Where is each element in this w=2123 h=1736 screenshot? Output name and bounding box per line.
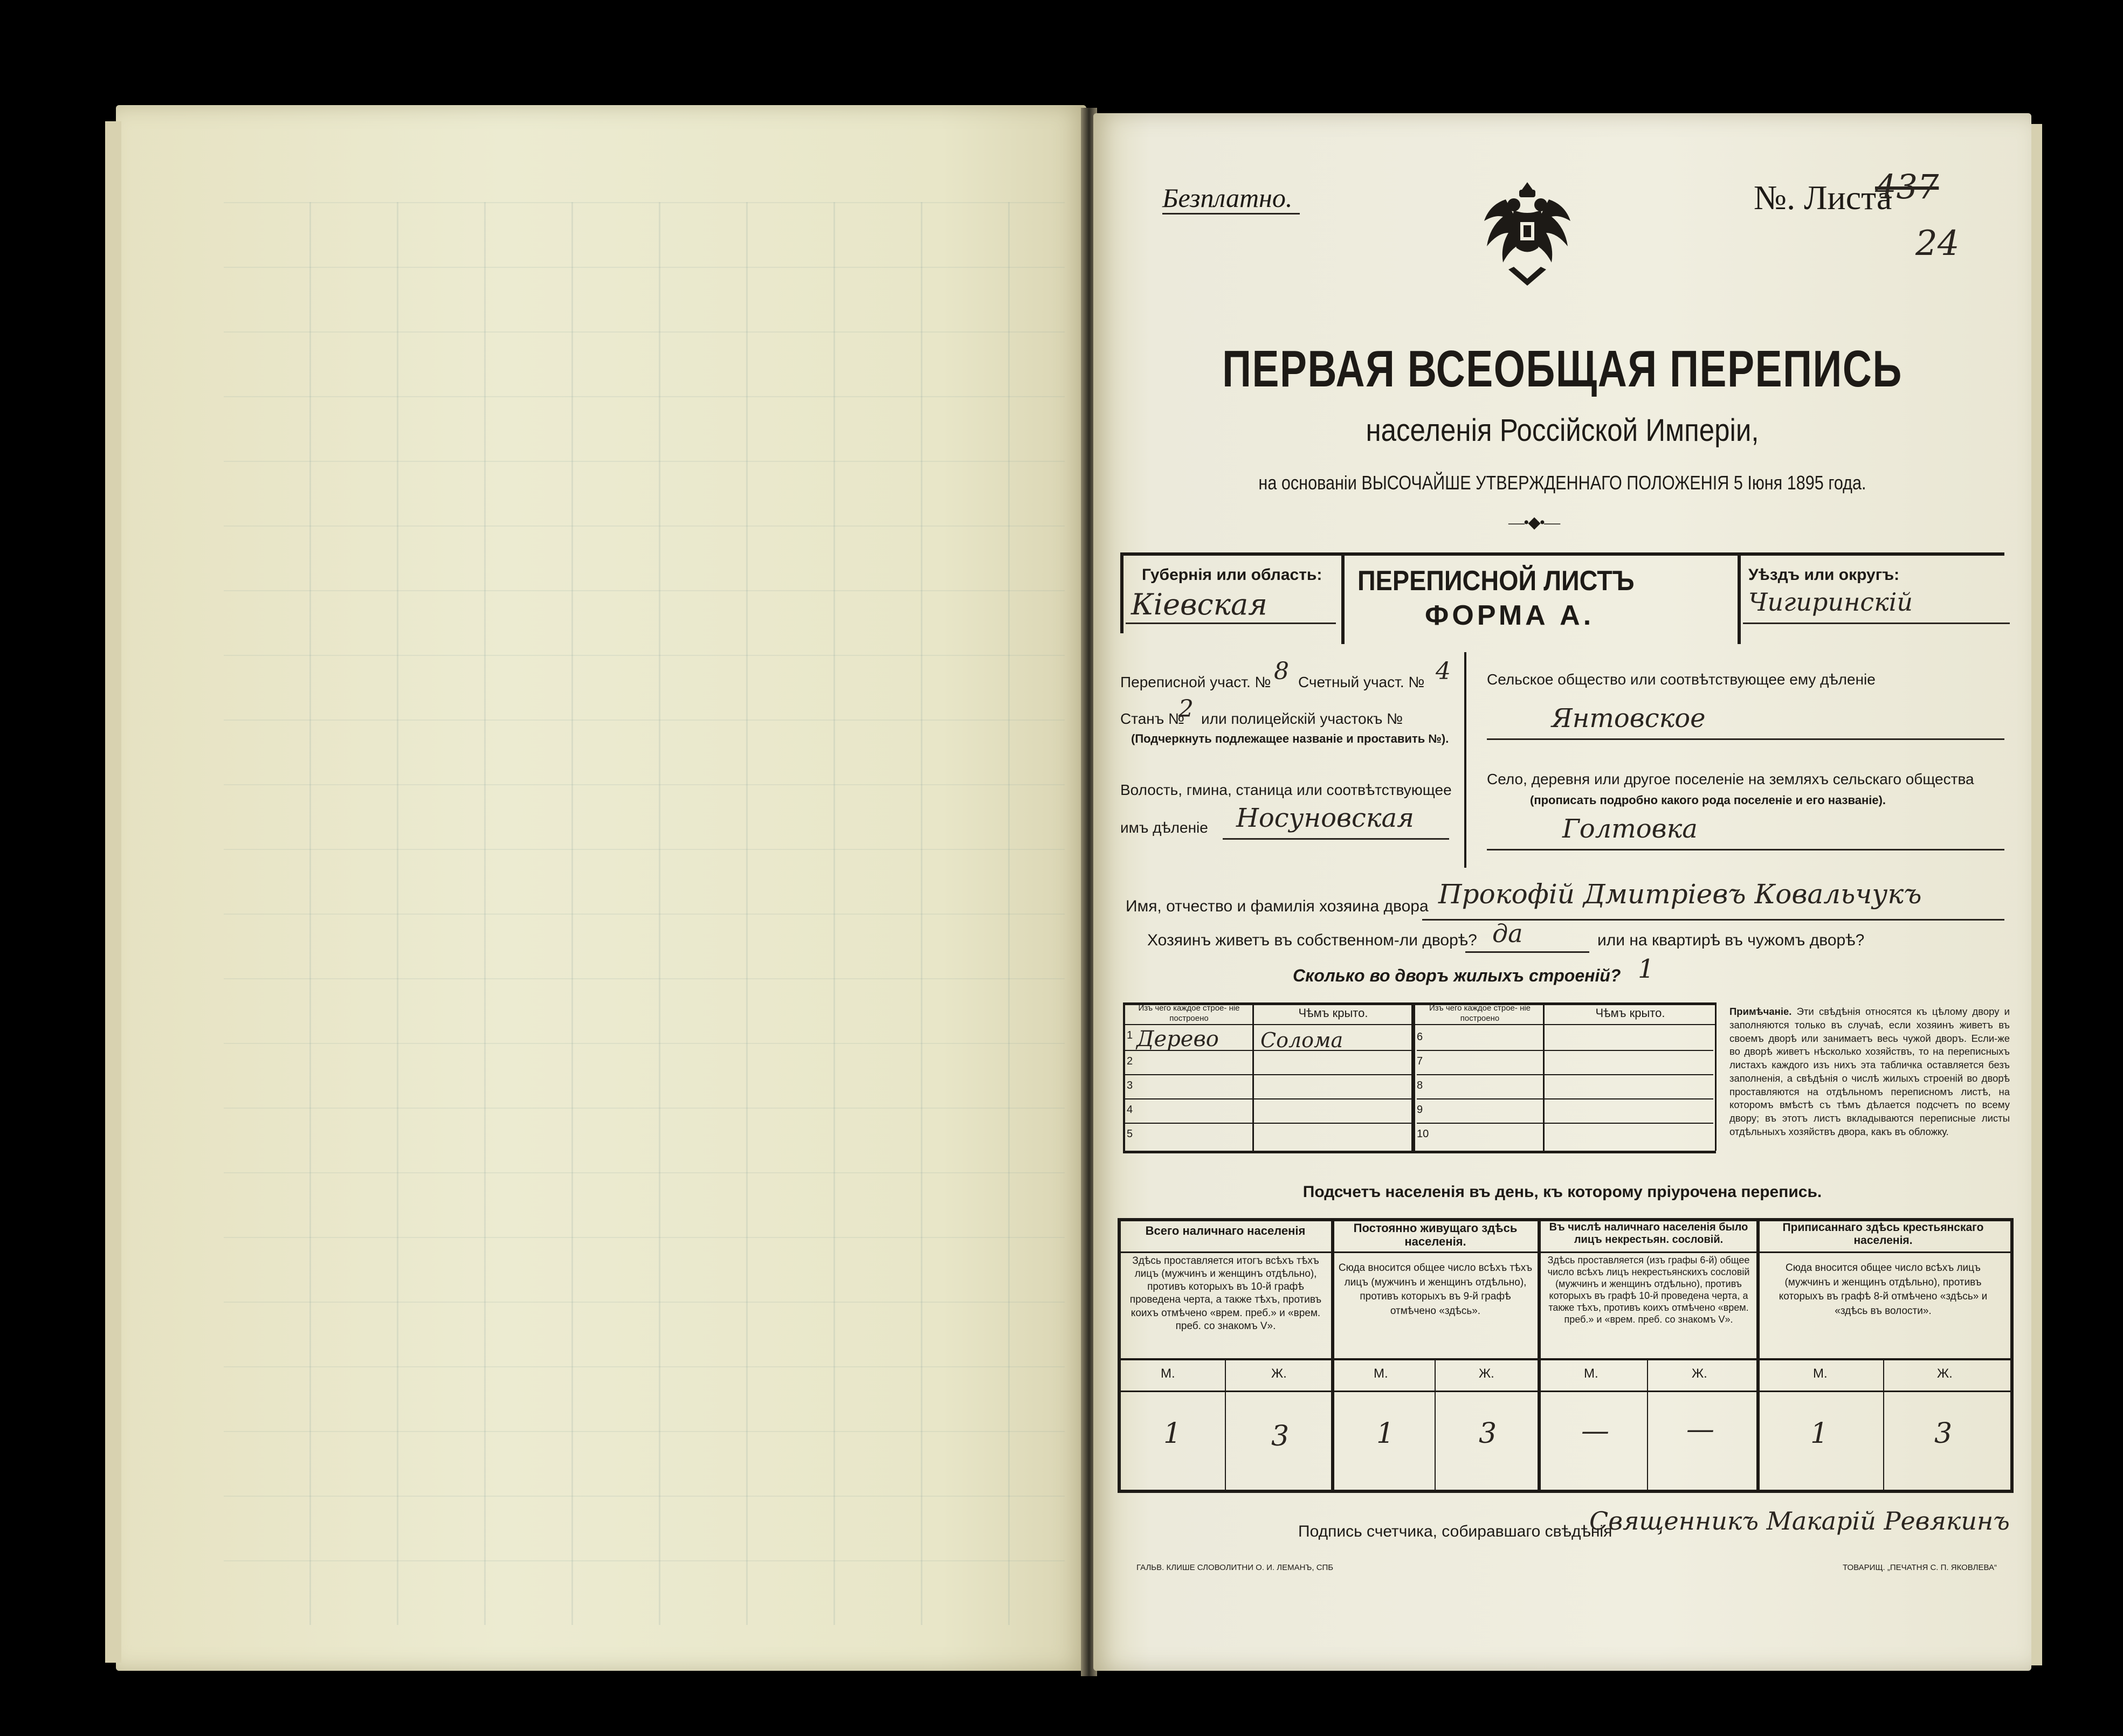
underline-note: (Подчеркнуть подлежащее названіе и проставить №). — [1131, 732, 1449, 745]
free-label: Безплатно. — [1162, 183, 1293, 213]
note-label: Примѣчаніе. — [1729, 1006, 1792, 1017]
count-area-label: Счетный участ. № — [1298, 674, 1425, 690]
census-subtitle: населенія Россійской Имперіи, — [1366, 413, 1759, 448]
row1-roof: Солома — [1260, 1028, 1343, 1052]
free-underline — [1162, 213, 1300, 215]
buildings-row-line — [1417, 1123, 1713, 1124]
tally-m-label: М. — [1584, 1366, 1598, 1381]
apartment-label: или на квартирѣ въ чужомъ дворѣ? — [1597, 931, 1865, 949]
tally-col-sep — [1331, 1218, 1334, 1493]
form-label: ФОРМА А. — [1425, 600, 1595, 631]
village-note: (прописать подробно какого рода поселеніе и его названіе). — [1530, 793, 1886, 807]
buildings-row-line — [1417, 1098, 1713, 1099]
rural-society-value: Янтовское — [1552, 703, 1706, 734]
tally-desc-sep — [1118, 1358, 2010, 1360]
tally-col3-m-value: — — [1581, 1415, 1609, 1447]
tally-mf-split — [1225, 1358, 1226, 1493]
tally-col2-f-value: 3 — [1479, 1417, 1497, 1450]
tally-col2-desc: Сюда вносится общее число всѣхъ тѣхъ лицъ (мужчинъ и женщинъ отдѣльно), противъ которыхъ въ 9-й графѣ отмѣчено «здѣсь». — [1338, 1262, 1533, 1317]
tally-m-label: М. — [1374, 1366, 1388, 1381]
count-area-value: 4 — [1436, 658, 1451, 685]
tally-col2-head: Постоянно живущаго здѣсь населенія. — [1353, 1221, 1518, 1249]
tally-col3-f-value: — — [1686, 1413, 1714, 1445]
police-label: или полицейскій участокъ № — [1201, 710, 1403, 727]
district-line — [1743, 623, 2010, 624]
buildings-row-num: 10 — [1417, 1128, 1429, 1140]
tally-f-label: Ж. — [1271, 1366, 1287, 1381]
tally-col-sep — [1538, 1218, 1541, 1493]
buildings-row-line — [1123, 1074, 1411, 1075]
right-page-edge — [2031, 124, 2042, 1665]
tally-mf-split — [1647, 1358, 1648, 1493]
owner-lives-value: да — [1492, 919, 1523, 948]
sheet-no-label: №. Листа — [1754, 178, 1892, 217]
buildings-value: 1 — [1638, 954, 1655, 984]
buildings-row-line — [1417, 1050, 1713, 1051]
volost-value: Носуновская — [1236, 803, 1414, 833]
village-value: Голтовка — [1562, 814, 1698, 844]
buildings-row-num: 8 — [1417, 1080, 1423, 1091]
tally-mf-split — [1435, 1358, 1436, 1493]
district-label: Уѣздъ или округъ: — [1748, 566, 1900, 584]
left-page-edge — [105, 121, 121, 1663]
note-block — [1729, 1005, 2010, 1139]
tally-head-sep — [1118, 1251, 2010, 1253]
double-headed-eagle-icon — [1476, 178, 1579, 296]
district-value: Чигиринскій — [1748, 587, 1913, 617]
tally-mf-split — [1883, 1358, 1884, 1493]
ornament-divider: —•◆•— — [1508, 514, 1560, 531]
signature-label: Подпись счетчика, собиравшаго свѣдѣнія — [1298, 1523, 1612, 1540]
volost-label-2: имъ дѣленіе — [1120, 819, 1208, 836]
buildings-row-line — [1123, 1050, 1411, 1051]
tally-col3-head: Въ числѣ наличнаго населенія было лицъ некрестьян. сословій. — [1549, 1221, 1748, 1246]
form-box-top — [1120, 552, 2004, 556]
tally-col1-f-value: 3 — [1271, 1420, 1290, 1453]
sheet-no-extra: 24 — [1915, 224, 1960, 264]
province-line — [1126, 623, 1336, 624]
census-title: ПЕРВАЯ ВСЕОБЩАЯ ПЕРЕПИСЬ — [1222, 340, 1903, 398]
census-basis: на основаніи ВЫСОЧАЙШЕ УТВЕРЖДЕННАГО ПОЛОЖЕНІЯ 5 Іюня 1895 года. — [1258, 472, 1866, 494]
buildings-label: Сколько во дворъ жилыхъ строеній? — [1293, 966, 1621, 985]
village-label: Село, деревня или другое поселеніе на земляхъ сельскаго общества — [1487, 771, 1974, 787]
buildings-col3-header: Изъ чего каждое строе- ніе построено — [1429, 1004, 1531, 1023]
fields-divider — [1464, 652, 1466, 868]
volost-line — [1223, 838, 1449, 840]
tally-m-label: М. — [1813, 1366, 1828, 1381]
imprint-left: ГАЛЬВ. КЛИШЕ СЛОВОЛИТНИ О. И. ЛЕМАНЪ, СПБ — [1136, 1563, 1334, 1572]
tally-col-sep — [1756, 1218, 1760, 1493]
sheet-title: ПЕРЕПИСНОЙ ЛИСТЪ — [1357, 565, 1635, 597]
village-line — [1487, 849, 2004, 850]
buildings-col2-header: Чѣмъ крыто. — [1298, 1006, 1368, 1020]
tally-col1-m-value: 1 — [1163, 1417, 1182, 1450]
buildings-row-num: 7 — [1417, 1055, 1423, 1067]
form-box-sep2 — [1738, 552, 1741, 644]
buildings-row-line — [1123, 1123, 1411, 1124]
buildings-row-line — [1417, 1074, 1713, 1075]
buildings-row-num: 2 — [1127, 1055, 1133, 1067]
tally-col4-desc: Сюда вносится общее число всѣхъ лицъ (мужчинъ и женщинъ отдѣльно), противъ которыхъ въ графѣ 8-й отмѣчено «здѣсь» и «здѣсь въ волости». — [1779, 1262, 1988, 1317]
tally-col4-m-value: 1 — [1810, 1417, 1829, 1450]
rural-society-line — [1487, 738, 2004, 740]
tally-col4-f-value: 3 — [1934, 1417, 1953, 1450]
signature-value: Священникъ Макарій Ревякинъ — [1589, 1506, 2010, 1536]
tally-mf-sep — [1118, 1391, 2010, 1392]
sheet-no-value: 437 — [1875, 167, 1939, 206]
bleed-through-grid — [224, 202, 1065, 1625]
right-page — [1093, 113, 2031, 1671]
owner-label: Имя, отчество и фамилія хозяина двора — [1126, 897, 1429, 915]
buildings-row-num: 3 — [1127, 1080, 1133, 1091]
stan-value: 2 — [1178, 695, 1194, 723]
tally-col1-desc: Здѣсь проставляется итогъ всѣхъ тѣхъ лицъ (мужчинъ и женщинъ отдѣльно), противъ которыхъ въ 10-й графѣ проведена черта, а также тѣхъ, противъ коихъ отмѣчено «врем. преб.» и «врем. преб. со знакомъ V». — [1129, 1255, 1322, 1332]
buildings-row-line — [1123, 1098, 1411, 1099]
tally-col2-m-value: 1 — [1376, 1417, 1395, 1450]
census-area-label: Переписной участ. № — [1120, 674, 1271, 690]
buildings-row-num: 4 — [1127, 1104, 1133, 1116]
owner-lives-label: Хозяинъ живетъ въ собственном-ли дворѣ? — [1147, 931, 1477, 949]
left-page — [116, 105, 1086, 1671]
tally-f-label: Ж. — [1937, 1366, 1953, 1381]
tally-f-label: Ж. — [1692, 1366, 1707, 1381]
buildings-col4-header: Чѣмъ крыто. — [1595, 1006, 1665, 1020]
buildings-row-num: 1 — [1127, 1029, 1133, 1041]
rural-society-label: Сельское общество или соотвѣтствующее ему дѣленіе — [1487, 671, 1876, 688]
form-box-left — [1120, 552, 1123, 633]
buildings-row-num: 9 — [1417, 1104, 1423, 1116]
volost-label: Волость, гмина, станица или соотвѣтствующее — [1120, 781, 1452, 798]
province-label: Губернія или область: — [1142, 566, 1322, 584]
note-text: Эти свѣдѣнія относятся къ цѣлому двору и заполняются только въ случаѣ, если хозяинъ живетъ въ своемъ дворѣ или занимаетъ весь чужой дворъ. Если-же во дворѣ живетъ нѣсколько хозяйствъ, то на переписныхъ листахъ каждого изъ нихъ эта табличка оставляется безъ заполненія, а свѣдѣнія о числѣ жилыхъ строеній во дворѣ проставляются на отдѣльномъ переписномъ листѣ, на которомъ вмѣстѣ съ тѣмъ дѣлается подсчетъ по всему двору; въ этотъ листъ вкладываются переписные листы отдѣльныхъ хозяйствъ двора, какъ въ обложку. — [1729, 1006, 2010, 1138]
buildings-row-num: 6 — [1417, 1031, 1423, 1043]
imprint-right: ТОВАРИЩ. „ПЕЧАТНЯ С. П. ЯКОВЛЕВА“ — [1843, 1563, 1997, 1572]
buildings-row-num: 5 — [1127, 1128, 1133, 1140]
census-area-value: 8 — [1274, 658, 1289, 685]
buildings-header-sep — [1123, 1024, 1716, 1025]
tally-f-label: Ж. — [1479, 1366, 1494, 1381]
tally-col3-desc: Здѣсь проставляется (изъ графы 6-й) общее число всѣхъ лицъ некрестьянскихъ сословій (мужчинъ и женщинъ отдѣльно), противъ которыхъ въ графѣ 10-й проведена черта, а также тѣхъ, противъ коихъ отмѣчено «врем. преб.» и «врем. преб. со знакомъ V». — [1547, 1255, 1750, 1325]
tally-title: Подсчетъ населенія въ день, къ которому пріурочена перепись. — [1302, 1183, 1822, 1201]
stan-label: Станъ № — [1120, 710, 1185, 727]
owner-lives-line — [1465, 951, 1589, 953]
tally-col4-head: Приписаннаго здѣсь крестьянскаго населенія. — [1782, 1221, 1984, 1247]
form-box-sep1 — [1341, 552, 1345, 644]
buildings-table-bottom — [1123, 1151, 1716, 1153]
row1-material: Дерево — [1136, 1027, 1219, 1052]
province-value: Кіевская — [1131, 587, 1267, 621]
tally-m-label: М. — [1161, 1366, 1175, 1381]
buildings-col1-header: Изъ чего каждое строе- ніе построено — [1138, 1004, 1240, 1023]
owner-value: Прокофій Дмитріевъ Ковальчукъ — [1438, 879, 1922, 910]
tally-col1-head: Всего наличнаго населенія — [1145, 1224, 1306, 1237]
